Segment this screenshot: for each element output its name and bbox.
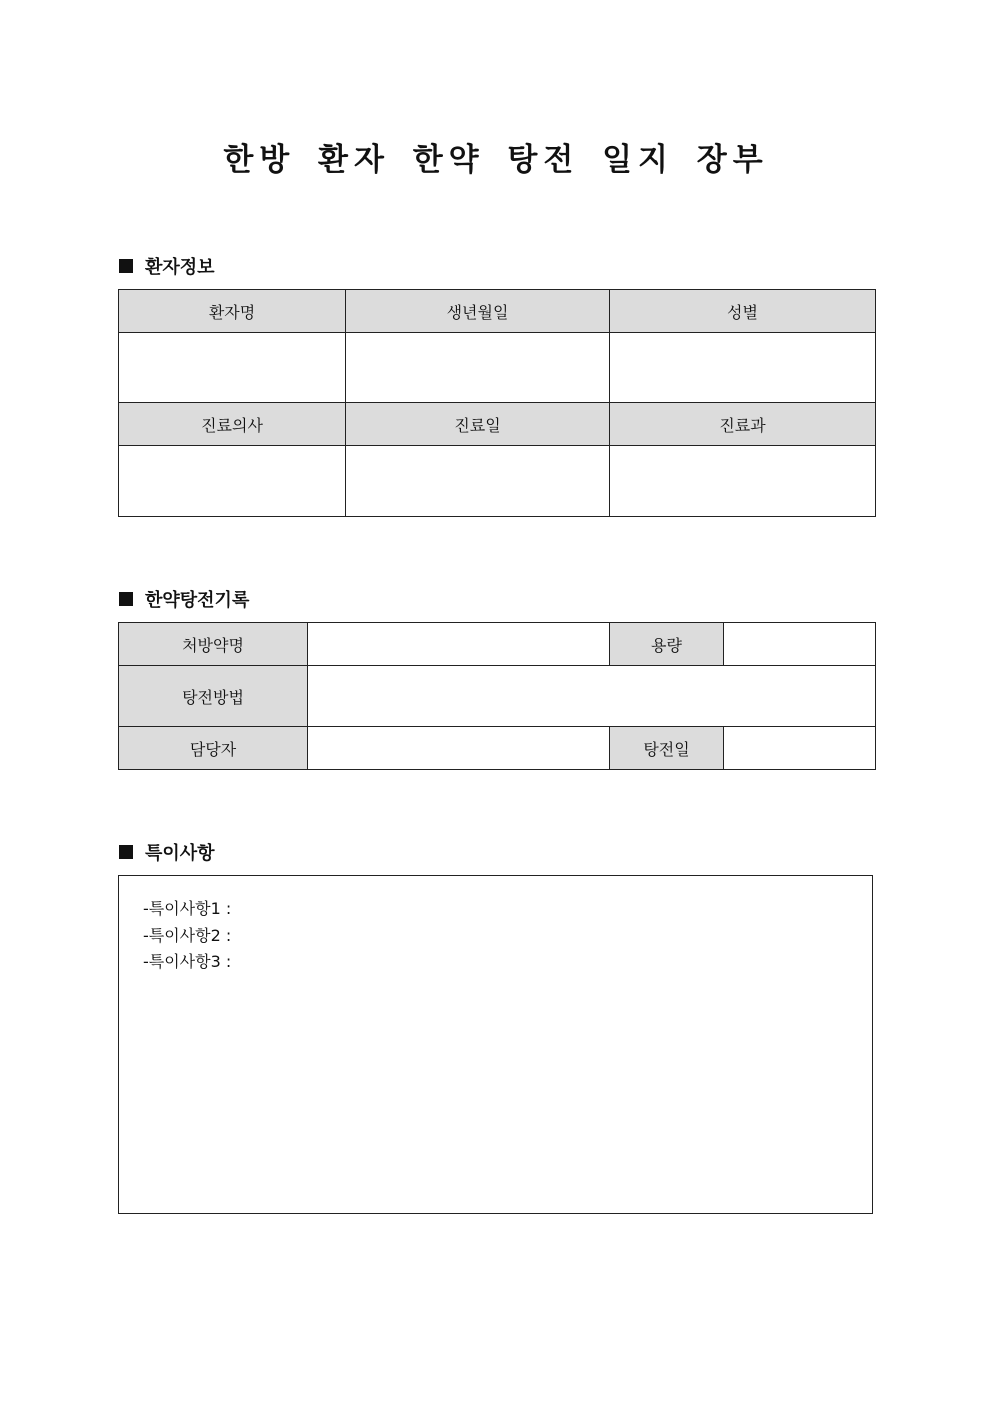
method-label: 탕전방법 [119,666,308,727]
notes-heading [119,839,215,865]
birth-date-field[interactable] [346,333,610,403]
square-bullet-icon [119,592,133,606]
gender-label: 성별 [610,290,876,333]
visit-date-label: 진료일 [346,403,610,446]
patient-info-heading [119,253,215,279]
decoction-record-table [118,622,876,770]
department-field[interactable] [610,446,876,517]
visit-date-field[interactable] [346,446,610,517]
note-line-1: -특이사항1 : [143,899,232,918]
department-label: 진료과 [610,403,876,446]
note-line-2: -특이사항2 : [143,925,232,945]
patient-info-table [118,289,876,517]
decoction-record-heading-label: 한약탕전기록 [145,590,250,611]
patient-info-heading-label: 환자정보 [145,257,215,278]
document-title: 한방 환자 한약 탕전 일지 장부 [223,142,769,178]
square-bullet-icon [119,259,133,273]
square-bullet-icon [119,845,133,859]
gender-field[interactable] [610,333,876,403]
prescription-label: 처방약명 [119,623,308,666]
manager-field[interactable] [308,727,610,770]
dosage-field[interactable] [724,623,876,666]
notes-box[interactable] [118,875,873,1214]
decoction-date-label: 탕전일 [610,727,724,770]
prescription-field[interactable] [308,623,610,666]
manager-label: 담당자 [119,727,308,770]
patient-name-field[interactable] [119,333,346,403]
doctor-label: 진료의사 [119,403,346,446]
notes-heading-label: 특이사항 [145,843,215,864]
dosage-label: 용량 [610,623,724,666]
birth-date-label: 생년월일 [346,290,610,333]
decoction-date-field[interactable] [724,727,876,770]
note-line-3: -특이사항3 : [143,952,232,971]
doctor-field[interactable] [119,446,346,517]
decoction-record-heading [119,586,249,612]
patient-name-label: 환자명 [119,290,346,333]
method-field[interactable] [308,666,876,727]
